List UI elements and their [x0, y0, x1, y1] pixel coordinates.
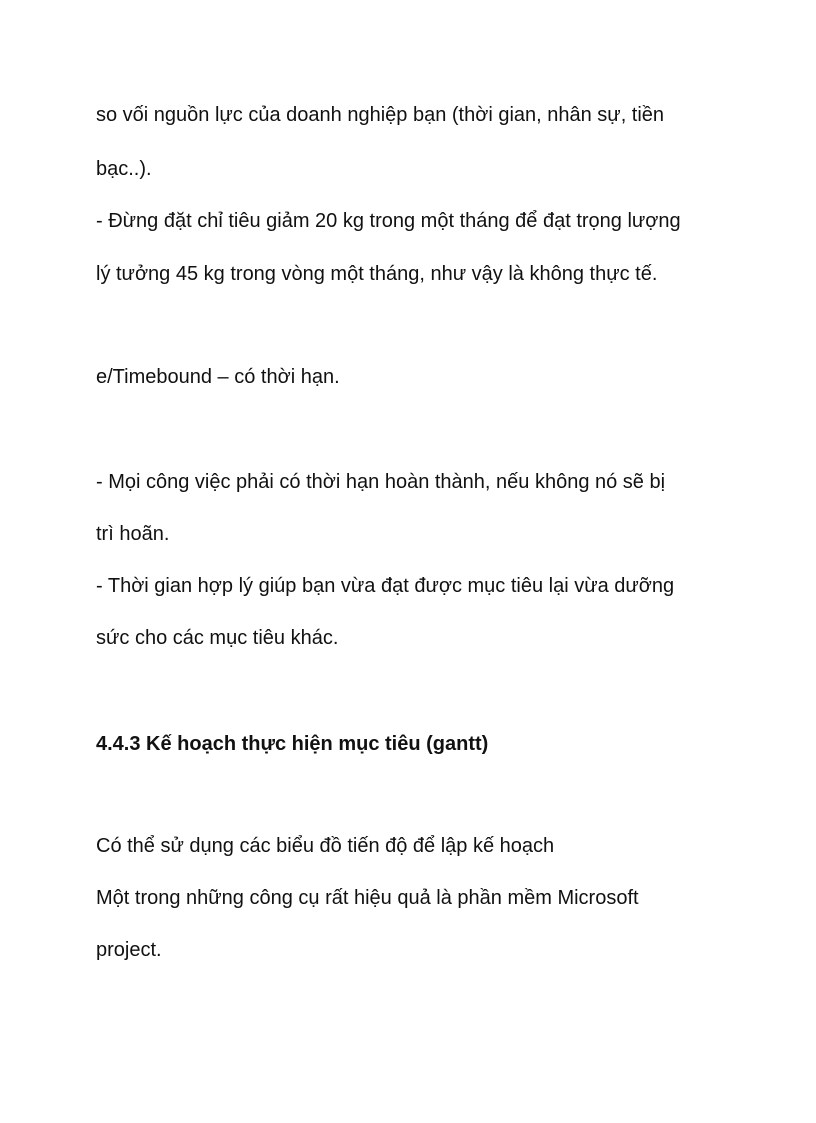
body-text-line: - Mọi công việc phải có thời hạn hoàn thành, nếu không nó sẽ bị	[96, 471, 666, 493]
body-text-line: sức cho các mục tiêu khác.	[96, 627, 339, 649]
body-text-line: Có thể sử dụng các biểu đồ tiến độ để lập kế hoạch	[96, 835, 555, 857]
body-text-line: trì hoãn.	[96, 523, 170, 545]
body-text-line: so vối nguồn lực của doanh nghiệp bạn (thời gian, nhân sự, tiền	[96, 104, 665, 126]
body-text-line: project.	[96, 939, 162, 961]
body-text-line: Một trong những công cụ rất hiệu quả là phần mềm Microsoft	[96, 887, 639, 909]
section-heading: 4.4.3 Kế hoạch thực hiện mục tiêu (gantt)	[96, 733, 489, 755]
body-text-line: - Thời gian hợp lý giúp bạn vừa đạt được mục tiêu lại vừa dưỡng	[96, 575, 675, 597]
body-text-line: - Đừng đặt chỉ tiêu giảm 20 kg trong một tháng để đạt trọng lượng	[96, 210, 681, 232]
body-text-line: lý tưởng 45 kg trong vòng một tháng, như vậy là không thực tế.	[96, 263, 658, 285]
body-text-line: bạc..).	[96, 158, 152, 180]
body-text-line: e/Timebound – có thời hạn.	[96, 366, 340, 388]
